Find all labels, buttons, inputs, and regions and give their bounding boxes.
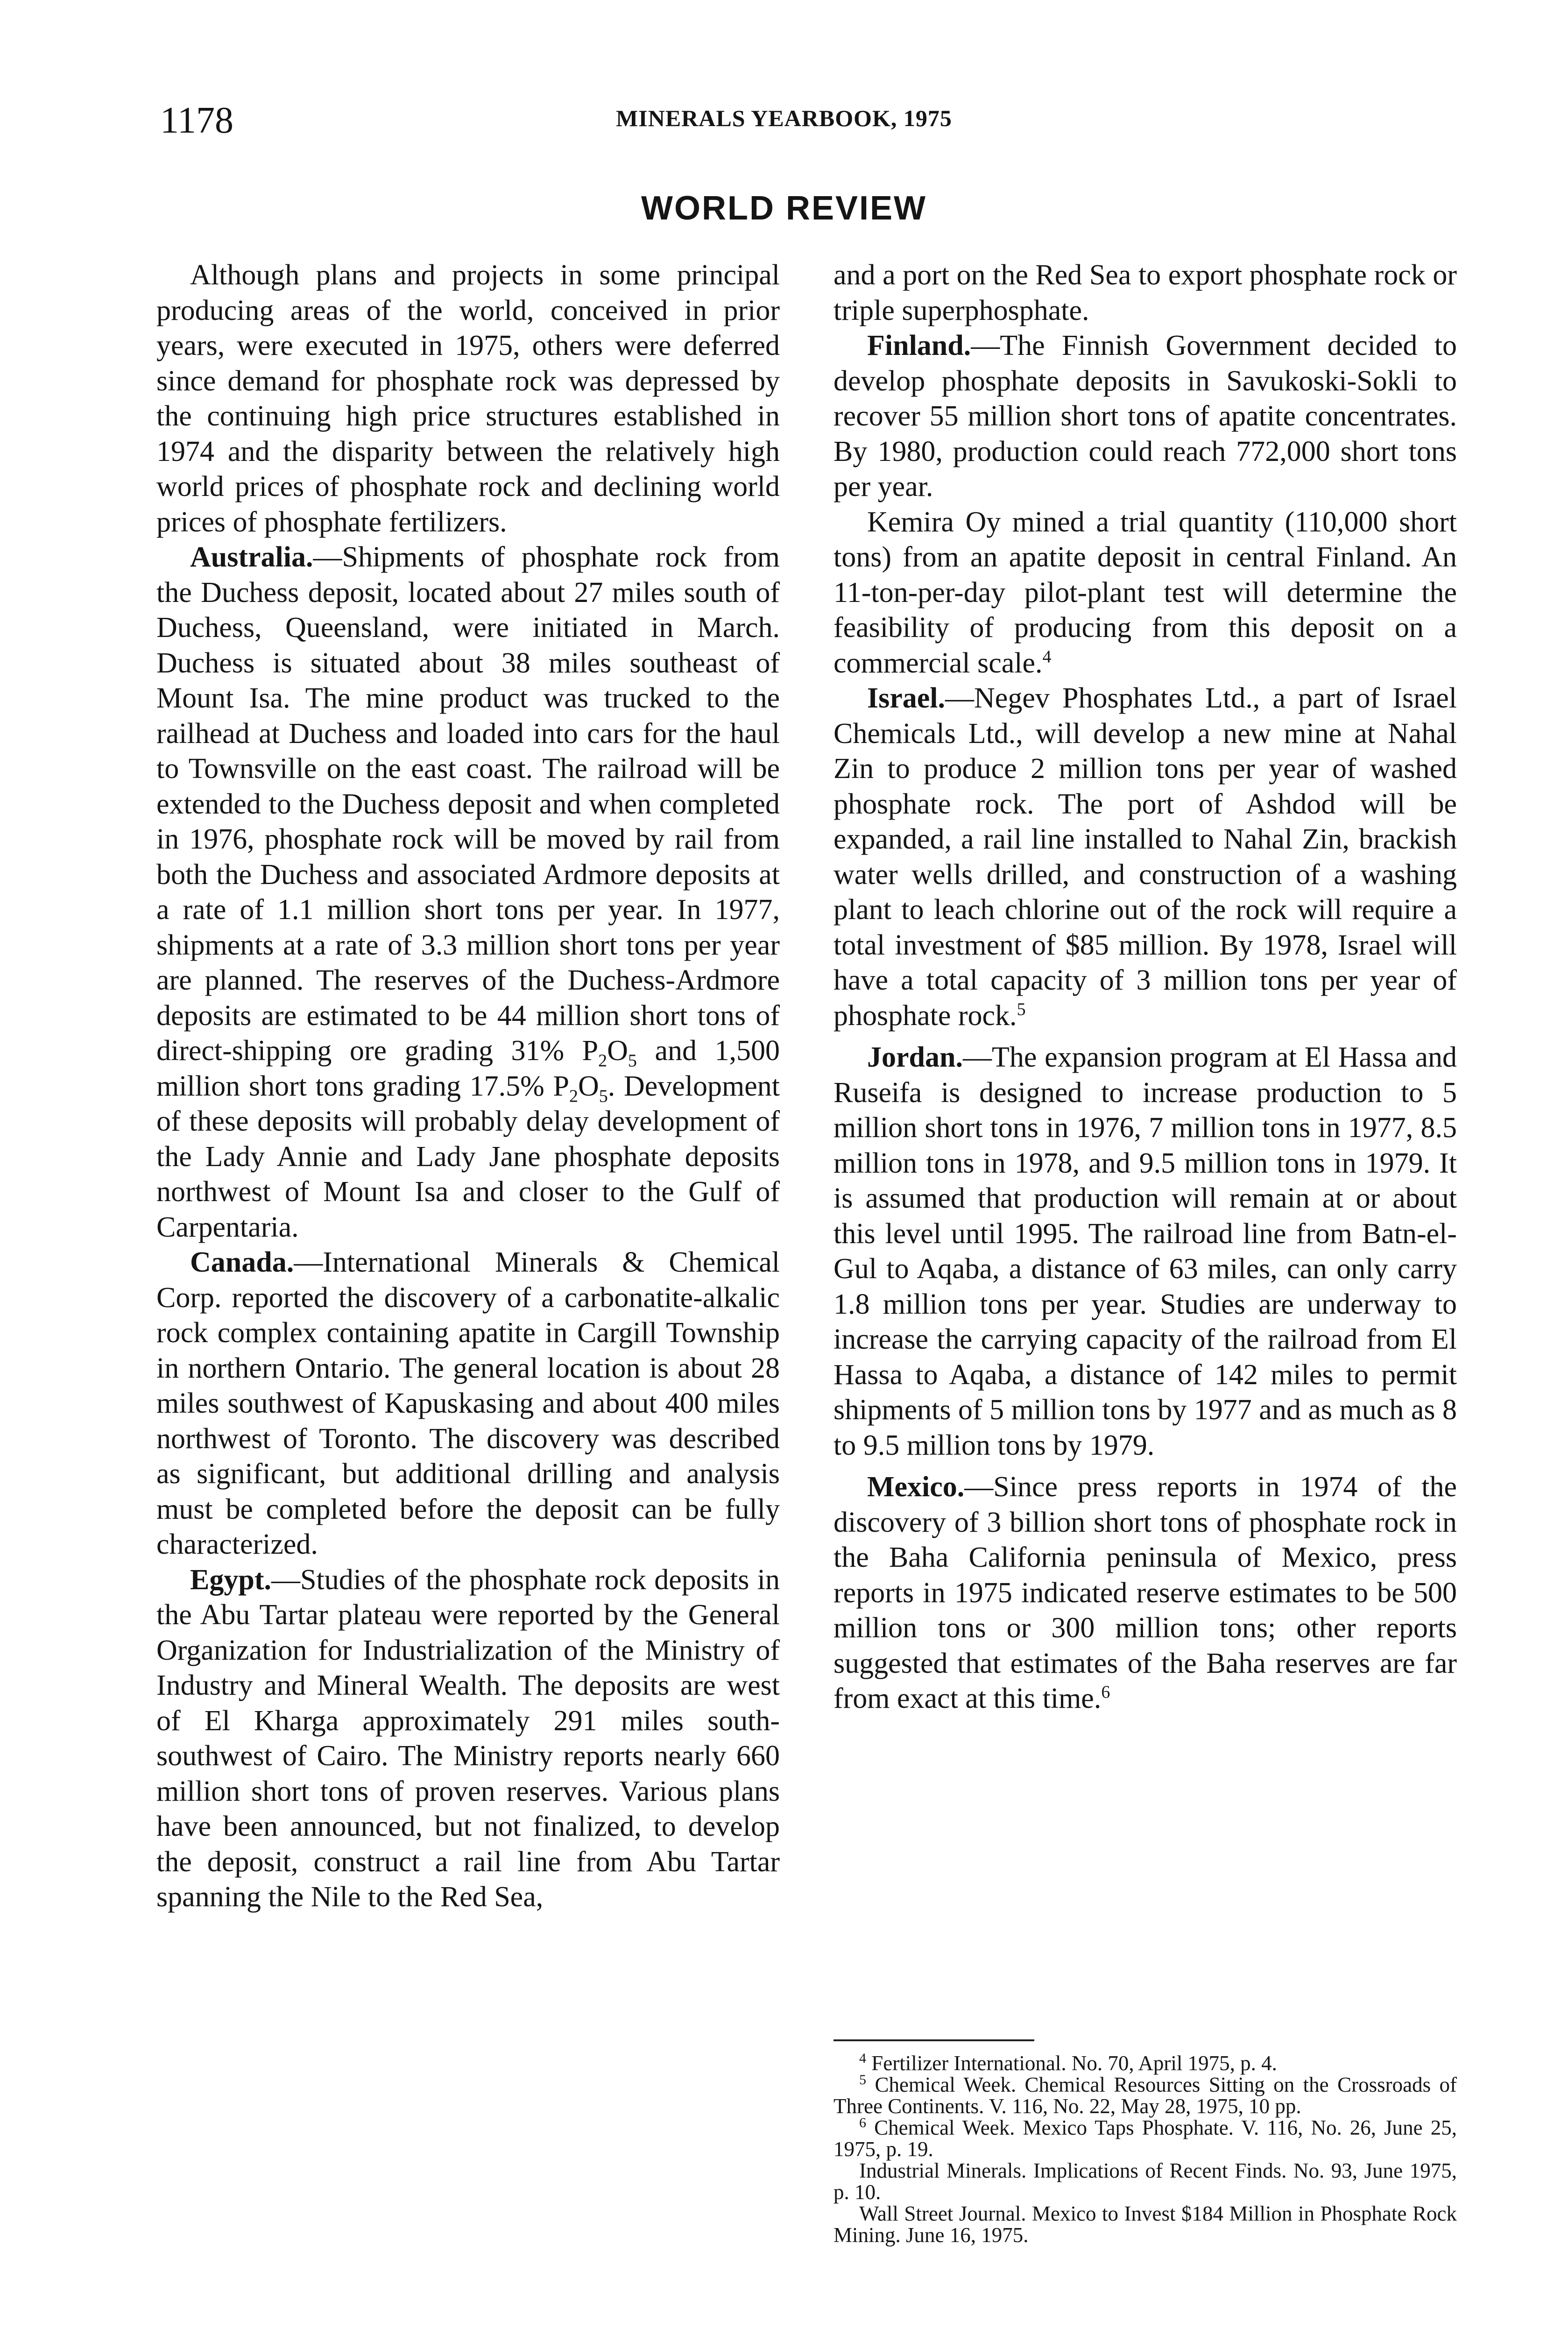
footnote-ref: 5: [1017, 999, 1026, 1019]
footnote-text: Wall Street Journal. Mexico to Invest $184 Million in Phosphate Rock Mining. June 16, 1975.: [833, 2202, 1457, 2247]
footnote: [833, 2203, 1457, 2246]
australia-paragraph: [156, 540, 780, 1245]
formula-subscript: 5: [628, 1051, 637, 1071]
jordan-paragraph: [833, 1040, 1457, 1463]
footnote: [833, 2160, 1457, 2203]
israel-text: —Negev Phosphates Ltd., a part of Israel Chemicals Ltd., will develop a new mine at Nahal Zin to produce 2 million tons per year of washed phosphate rock. The port of Ashdod will be expanded, a rail line installed to Nahal Zin, brackish water wells drilled, and construction of a washing plant to leach chlorine out of the rock will require a total investment of $85 million. By 1978, Israel will have a total capacity of 3 million tons per year of phosphate rock.: [833, 682, 1457, 1032]
footnote: [833, 2052, 1457, 2074]
jordan-heading: Jordan.: [867, 1041, 963, 1073]
israel-paragraph: [833, 681, 1457, 1033]
canada-text: —International Minerals & Chemical Corp. reported the discovery of a carbonatite-alkalic rock complex containing apatite in Cargill Township in northern Ontario. The general location is about 28 miles southwest of Kapuskasing and about 400 miles northwest of Toronto. The discovery was described as significant, but additional drilling and analysis must be completed before the deposit can be fully characterized.: [156, 1246, 780, 1560]
footnote-text: Industrial Minerals. Implications of Recent Finds. No. 93, June 1975, p. 10.: [833, 2159, 1457, 2204]
left-column: [156, 258, 780, 1915]
page-number: 1178: [160, 100, 234, 141]
kemira-paragraph: [833, 505, 1457, 681]
formula-letter: O: [607, 1035, 628, 1067]
mexico-heading: Mexico.: [867, 1471, 965, 1503]
australia-text-a: —Shipments of phosphate rock from the Duchess deposit, located about 27 miles south of Duchess, Queensland, were initiated in March. Duchess is situated about 38 miles southeast of Mount Isa. The mine product was trucked to the railhead at Duchess and loaded into cars for the haul to Townsville on the east coast. The railroad will be extended to the Duchess deposit and when completed in 1976, phosphate rock will be moved by rail from both the Duchess and associated Ardmore deposits at a rate of 1.1 million short tons per year. In 1977, shipments at a rate of 3.3 million short tons per year are planned. The reserves of the Duchess-Ardmore deposits are estimated to be 44 million short tons of direct-shipping ore grading 31% P: [156, 541, 780, 1067]
footnote-divider: [833, 2039, 1034, 2041]
formula-subscript: 2: [569, 1086, 579, 1106]
canada-heading: Canada.: [190, 1246, 294, 1278]
footnotes: [833, 2052, 1457, 2246]
finland-paragraph: [833, 328, 1457, 505]
egypt-text: —Studies of the phosphate rock deposits in the Abu Tartar plateau were reported by the General Organization for Industrialization of the Ministry of Industry and Mineral Wealth. The deposits are west of El Kharga approximately 291 miles south-southwest of Cairo. The Ministry reports nearly 660 million short tons of proven reserves. Various plans have been announced, but not finalized, to develop the deposit, construct a rail line from Abu Tartar spanning the Nile to the Red Sea,: [156, 1564, 780, 1913]
footnote-text: Chemical Week. Chemical Resources Sitting on the Crossroads of Three Continents. V. 116, No. 22, May 28, 1975, 10 pp.: [833, 2073, 1457, 2118]
footnote-text: Fertilizer International. No. 70, April 1975, p. 4.: [871, 2052, 1277, 2075]
intro-paragraph: Although plans and projects in some principal producing areas of the world, conceived in prior years, were executed in 1975, others were deferred since demand for phosphate rock was depressed by the continuing high price structures established in 1974 and the disparity between the relatively high world prices of phosphate rock and declining world prices of phosphate fertilizers.: [156, 259, 780, 538]
egypt-heading: Egypt.: [190, 1564, 271, 1596]
footnote: [833, 2074, 1457, 2117]
finland-text: —The Finnish Government decided to develop phosphate deposits in Savukoski-Sokli to recover 55 million short tons of apatite concentrates. By 1980, production could reach 772,000 short tons per year.: [833, 330, 1457, 502]
formula-subscript: 5: [599, 1086, 608, 1106]
footnote-mark: 5: [859, 2072, 866, 2087]
finland-heading: Finland.: [867, 330, 971, 361]
israel-heading: Israel.: [867, 682, 946, 714]
running-title: MINERALS YEARBOOK, 1975: [616, 105, 952, 131]
kemira-text: Kemira Oy mined a trial quantity (110,000 short tons) from an apatite deposit in central Finland. An 11-ton-per-day pilot-plant test will determine the feasibility of producing from this deposit on a commercial scale.: [833, 506, 1457, 679]
egypt-paragraph: [156, 1563, 780, 1915]
footnote-ref: 4: [1042, 646, 1052, 666]
australia-text-b: and 1,500 million short tons grading 17.5% P: [156, 1035, 780, 1102]
footnote-mark: 4: [859, 2051, 866, 2066]
right-column: [833, 258, 1457, 1717]
footnote-ref: 6: [1101, 1682, 1110, 1702]
formula-subscript: 2: [598, 1051, 607, 1071]
australia-text-c: . Development of these deposits will probably delay development of the Lady Annie and Lady Jane phosphate deposits northwest of Mount Isa and closer to the Gulf of Carpentaria.: [156, 1070, 780, 1243]
footnote-mark: 6: [859, 2115, 866, 2130]
footnote-text: Chemical Week. Mexico Taps Phosphate. V. 116, No. 26, June 25, 1975, p. 19.: [833, 2116, 1457, 2161]
australia-heading: Australia.: [190, 541, 313, 573]
footnote: [833, 2117, 1457, 2160]
jordan-text: —The expansion program at El Hassa and Ruseifa is designed to increase production to 5 million short tons in 1976, 7 million tons in 1977, 8.5 million tons in 1978, and 9.5 million tons in 1979. It is assumed that production will remain at or about this level until 1995. The railroad line from Batn-el-Gul to Aqaba, a distance of 63 miles, can only carry 1.8 million tons per year. Studies are underway to increase the carrying capacity of the railroad from El Hassa to Aqaba, a distance of 142 miles to permit shipments of 5 million tons by 1977 and as much as 8 to 9.5 million tons by 1979.: [833, 1041, 1457, 1461]
canada-paragraph: [156, 1245, 780, 1563]
mexico-paragraph: [833, 1470, 1457, 1717]
formula-letter: O: [578, 1070, 599, 1102]
mexico-text: —Since press reports in 1974 of the discovery of 3 billion short tons of phosphate rock in the Baha California peninsula of Mexico, press reports in 1975 indicated reserve estimates to be 500 million tons or 300 million tons; other reports suggested that estimates of the Baha reserves are far from exact at this time.: [833, 1471, 1457, 1714]
egypt-continuation: and a port on the Red Sea to export phosphate rock or triple superphosphate.: [833, 259, 1457, 326]
section-title: WORLD REVIEW: [641, 190, 927, 227]
